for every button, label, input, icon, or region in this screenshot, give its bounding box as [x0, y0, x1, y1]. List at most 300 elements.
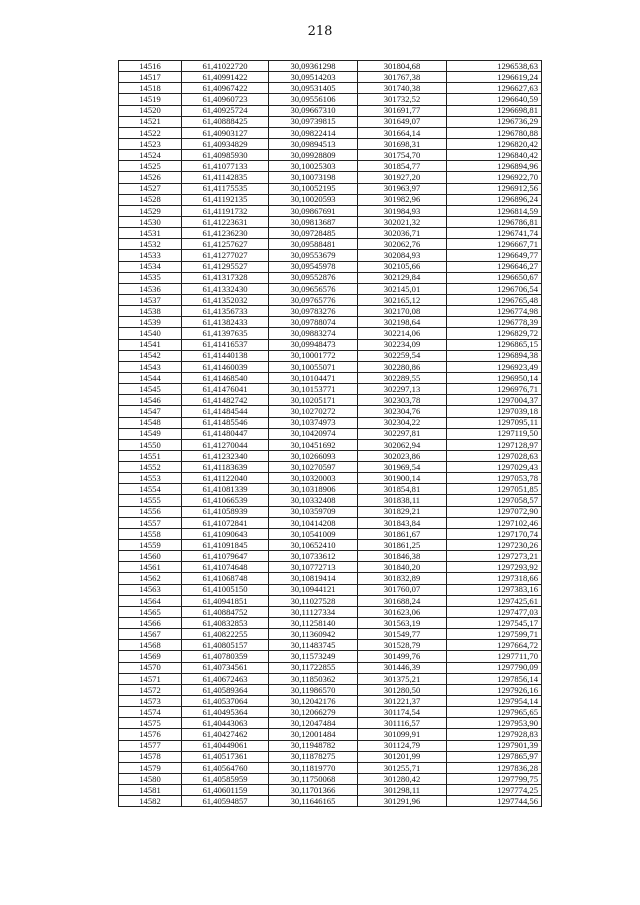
longitude-cell: 30,09667310 — [269, 105, 358, 116]
x-coordinate-cell: 301255,71 — [358, 762, 447, 773]
x-coordinate-cell: 301829,21 — [358, 506, 447, 517]
table-row — [119, 317, 542, 328]
longitude-cell: 30,10025303 — [269, 161, 358, 172]
table-row — [119, 61, 542, 72]
latitude-cell: 61,41091845 — [182, 540, 269, 551]
y-coordinate-cell: 1296619,24 — [447, 72, 542, 83]
latitude-cell: 61,41476041 — [182, 384, 269, 395]
x-coordinate-cell: 301754,70 — [358, 150, 447, 161]
point-number-cell: 14533 — [119, 250, 182, 261]
latitude-cell: 61,41072841 — [182, 517, 269, 528]
longitude-cell: 30,10541009 — [269, 528, 358, 539]
x-coordinate-cell: 301760,07 — [358, 584, 447, 595]
y-coordinate-cell: 1297664,72 — [447, 640, 542, 651]
x-coordinate-cell: 301740,38 — [358, 83, 447, 94]
table-row — [119, 228, 542, 239]
latitude-cell: 61,40537064 — [182, 696, 269, 707]
longitude-cell: 30,11750068 — [269, 774, 358, 785]
table-row — [119, 127, 542, 138]
longitude-cell: 30,10359709 — [269, 506, 358, 517]
latitude-cell: 61,40985930 — [182, 150, 269, 161]
longitude-cell: 30,10652410 — [269, 540, 358, 551]
longitude-cell: 30,09545978 — [269, 261, 358, 272]
latitude-cell: 61,40564760 — [182, 762, 269, 773]
longitude-cell: 30,10104471 — [269, 372, 358, 383]
table-row — [119, 306, 542, 317]
longitude-cell: 30,09739815 — [269, 116, 358, 127]
longitude-cell: 30,12042176 — [269, 696, 358, 707]
y-coordinate-cell: 1297965,65 — [447, 707, 542, 718]
table-row — [119, 417, 542, 428]
table-row — [119, 606, 542, 617]
longitude-cell: 30,09867691 — [269, 205, 358, 216]
y-coordinate-cell: 1297128,97 — [447, 439, 542, 450]
table-row — [119, 406, 542, 417]
latitude-cell: 61,41175535 — [182, 183, 269, 194]
table-row — [119, 384, 542, 395]
point-number-cell: 14556 — [119, 506, 182, 517]
y-coordinate-cell: 1296840,42 — [447, 150, 542, 161]
table-row — [119, 105, 542, 116]
longitude-cell: 30,10772713 — [269, 562, 358, 573]
point-number-cell: 14518 — [119, 83, 182, 94]
y-coordinate-cell: 1297028,63 — [447, 450, 542, 461]
x-coordinate-cell: 301116,57 — [358, 718, 447, 729]
x-coordinate-cell: 301664,14 — [358, 127, 447, 138]
longitude-cell: 30,10414208 — [269, 517, 358, 528]
x-coordinate-cell: 301174,54 — [358, 707, 447, 718]
latitude-cell: 61,41257627 — [182, 239, 269, 250]
longitude-cell: 30,10819414 — [269, 573, 358, 584]
point-number-cell: 14580 — [119, 774, 182, 785]
y-coordinate-cell: 1297095,11 — [447, 417, 542, 428]
longitude-cell: 30,09531405 — [269, 83, 358, 94]
y-coordinate-cell: 1296894,38 — [447, 350, 542, 361]
longitude-cell: 30,09928809 — [269, 150, 358, 161]
table-row — [119, 551, 542, 562]
latitude-cell: 61,41480447 — [182, 428, 269, 439]
longitude-cell: 30,11722855 — [269, 662, 358, 673]
point-number-cell: 14519 — [119, 94, 182, 105]
longitude-cell: 30,10055071 — [269, 361, 358, 372]
longitude-cell: 30,10020593 — [269, 194, 358, 205]
y-coordinate-cell: 1297799,75 — [447, 774, 542, 785]
point-number-cell: 14551 — [119, 450, 182, 461]
y-coordinate-cell: 1296646,27 — [447, 261, 542, 272]
latitude-cell: 61,40443063 — [182, 718, 269, 729]
x-coordinate-cell: 302304,76 — [358, 406, 447, 417]
point-number-cell: 14540 — [119, 328, 182, 339]
point-number-cell: 14539 — [119, 317, 182, 328]
y-coordinate-cell: 1297318,66 — [447, 573, 542, 584]
table-row — [119, 462, 542, 473]
longitude-cell: 30,10270597 — [269, 462, 358, 473]
y-coordinate-cell: 1297954,14 — [447, 696, 542, 707]
x-coordinate-cell: 302023,86 — [358, 450, 447, 461]
longitude-cell: 30,12066279 — [269, 707, 358, 718]
longitude-cell: 30,09948473 — [269, 339, 358, 350]
table-row — [119, 183, 542, 194]
point-number-cell: 14542 — [119, 350, 182, 361]
latitude-cell: 61,41074648 — [182, 562, 269, 573]
y-coordinate-cell: 1296778,39 — [447, 317, 542, 328]
y-coordinate-cell: 1297051,85 — [447, 484, 542, 495]
x-coordinate-cell: 301298,11 — [358, 785, 447, 796]
point-number-cell: 14552 — [119, 462, 182, 473]
y-coordinate-cell: 1297053,78 — [447, 473, 542, 484]
point-number-cell: 14517 — [119, 72, 182, 83]
longitude-cell: 30,10266093 — [269, 450, 358, 461]
y-coordinate-cell: 1297865,97 — [447, 751, 542, 762]
point-number-cell: 14575 — [119, 718, 182, 729]
table-row — [119, 528, 542, 539]
point-number-cell: 14579 — [119, 762, 182, 773]
x-coordinate-cell: 302062,94 — [358, 439, 447, 450]
table-row — [119, 517, 542, 528]
x-coordinate-cell: 301840,20 — [358, 562, 447, 573]
longitude-cell: 30,09514203 — [269, 72, 358, 83]
longitude-cell: 30,09361298 — [269, 61, 358, 72]
y-coordinate-cell: 1297774,25 — [447, 785, 542, 796]
longitude-cell: 30,10073198 — [269, 172, 358, 183]
x-coordinate-cell: 301099,91 — [358, 729, 447, 740]
latitude-cell: 61,41270044 — [182, 439, 269, 450]
x-coordinate-cell: 301375,21 — [358, 673, 447, 684]
table-row — [119, 540, 542, 551]
table-row — [119, 785, 542, 796]
latitude-cell: 61,41066539 — [182, 495, 269, 506]
table-row — [119, 172, 542, 183]
y-coordinate-cell: 1296896,24 — [447, 194, 542, 205]
x-coordinate-cell: 302021,32 — [358, 216, 447, 227]
point-number-cell: 14536 — [119, 283, 182, 294]
longitude-cell: 30,11127334 — [269, 606, 358, 617]
latitude-cell: 61,40585959 — [182, 774, 269, 785]
table-row — [119, 495, 542, 506]
table-row — [119, 395, 542, 406]
x-coordinate-cell: 301861,67 — [358, 528, 447, 539]
latitude-cell: 61,41397635 — [182, 328, 269, 339]
y-coordinate-cell: 1297170,74 — [447, 528, 542, 539]
y-coordinate-cell: 1297039,18 — [447, 406, 542, 417]
y-coordinate-cell: 1297425,61 — [447, 595, 542, 606]
table-row — [119, 506, 542, 517]
latitude-cell: 61,40589364 — [182, 684, 269, 695]
table-row — [119, 673, 542, 684]
point-number-cell: 14543 — [119, 361, 182, 372]
longitude-cell: 30,10318906 — [269, 484, 358, 495]
point-number-cell: 14537 — [119, 294, 182, 305]
point-number-cell: 14525 — [119, 161, 182, 172]
point-number-cell: 14530 — [119, 216, 182, 227]
table-row — [119, 428, 542, 439]
longitude-cell: 30,11027528 — [269, 595, 358, 606]
point-number-cell: 14576 — [119, 729, 182, 740]
x-coordinate-cell: 301280,42 — [358, 774, 447, 785]
longitude-cell: 30,10733612 — [269, 551, 358, 562]
latitude-cell: 61,40884752 — [182, 606, 269, 617]
longitude-cell: 30,10320003 — [269, 473, 358, 484]
table-row — [119, 718, 542, 729]
y-coordinate-cell: 1297058,57 — [447, 495, 542, 506]
x-coordinate-cell: 301688,24 — [358, 595, 447, 606]
x-coordinate-cell: 301221,37 — [358, 696, 447, 707]
point-number-cell: 14567 — [119, 629, 182, 640]
latitude-cell: 61,40991422 — [182, 72, 269, 83]
longitude-cell: 30,10420974 — [269, 428, 358, 439]
longitude-cell: 30,11878275 — [269, 751, 358, 762]
point-number-cell: 14541 — [119, 339, 182, 350]
point-number-cell: 14563 — [119, 584, 182, 595]
y-coordinate-cell: 1296922,70 — [447, 172, 542, 183]
table-row — [119, 740, 542, 751]
x-coordinate-cell: 301280,50 — [358, 684, 447, 695]
y-coordinate-cell: 1296912,56 — [447, 183, 542, 194]
y-coordinate-cell: 1297599,71 — [447, 629, 542, 640]
point-number-cell: 14522 — [119, 127, 182, 138]
longitude-cell: 30,11258140 — [269, 618, 358, 629]
x-coordinate-cell: 301499,76 — [358, 651, 447, 662]
point-number-cell: 14578 — [119, 751, 182, 762]
y-coordinate-cell: 1297901,39 — [447, 740, 542, 751]
table-row — [119, 83, 542, 94]
x-coordinate-cell: 301623,06 — [358, 606, 447, 617]
latitude-cell: 61,41077133 — [182, 161, 269, 172]
longitude-cell: 30,09765776 — [269, 294, 358, 305]
y-coordinate-cell: 1297953,90 — [447, 718, 542, 729]
point-number-cell: 14570 — [119, 662, 182, 673]
y-coordinate-cell: 1297072,90 — [447, 506, 542, 517]
x-coordinate-cell: 301446,39 — [358, 662, 447, 673]
y-coordinate-cell: 1297477,03 — [447, 606, 542, 617]
point-number-cell: 14526 — [119, 172, 182, 183]
table-row — [119, 629, 542, 640]
table-row — [119, 796, 542, 807]
table-row — [119, 72, 542, 83]
longitude-cell: 30,11360942 — [269, 629, 358, 640]
longitude-cell: 30,09556106 — [269, 94, 358, 105]
latitude-cell: 61,41460039 — [182, 361, 269, 372]
point-number-cell: 14532 — [119, 239, 182, 250]
point-number-cell: 14571 — [119, 673, 182, 684]
longitude-cell: 30,09553679 — [269, 250, 358, 261]
y-coordinate-cell: 1296698,81 — [447, 105, 542, 116]
longitude-cell: 30,09788074 — [269, 317, 358, 328]
table-row — [119, 283, 542, 294]
y-coordinate-cell: 1296736,29 — [447, 116, 542, 127]
x-coordinate-cell: 301124,79 — [358, 740, 447, 751]
y-coordinate-cell: 1297029,43 — [447, 462, 542, 473]
x-coordinate-cell: 301846,38 — [358, 551, 447, 562]
table-row — [119, 595, 542, 606]
table-row — [119, 751, 542, 762]
y-coordinate-cell: 1296640,59 — [447, 94, 542, 105]
x-coordinate-cell: 302129,84 — [358, 272, 447, 283]
x-coordinate-cell: 301969,54 — [358, 462, 447, 473]
table-row — [119, 361, 542, 372]
point-number-cell: 14559 — [119, 540, 182, 551]
x-coordinate-cell: 301832,89 — [358, 573, 447, 584]
longitude-cell: 30,12001484 — [269, 729, 358, 740]
y-coordinate-cell: 1296820,42 — [447, 138, 542, 149]
latitude-cell: 61,41332430 — [182, 283, 269, 294]
y-coordinate-cell: 1297004,37 — [447, 395, 542, 406]
y-coordinate-cell: 1296774,98 — [447, 306, 542, 317]
table-row — [119, 216, 542, 227]
longitude-cell: 30,11646165 — [269, 796, 358, 807]
x-coordinate-cell: 302036,71 — [358, 228, 447, 239]
point-number-cell: 14560 — [119, 551, 182, 562]
table-row — [119, 584, 542, 595]
table-row — [119, 450, 542, 461]
longitude-cell: 30,11819770 — [269, 762, 358, 773]
x-coordinate-cell: 302259,54 — [358, 350, 447, 361]
table-row — [119, 729, 542, 740]
x-coordinate-cell: 301691,77 — [358, 105, 447, 116]
latitude-cell: 61,41468540 — [182, 372, 269, 383]
table-row — [119, 205, 542, 216]
table-row — [119, 562, 542, 573]
latitude-cell: 61,40934829 — [182, 138, 269, 149]
table-row — [119, 473, 542, 484]
y-coordinate-cell: 1296923,49 — [447, 361, 542, 372]
y-coordinate-cell: 1296765,48 — [447, 294, 542, 305]
longitude-cell: 30,10052195 — [269, 183, 358, 194]
y-coordinate-cell: 1297230,26 — [447, 540, 542, 551]
point-number-cell: 14523 — [119, 138, 182, 149]
latitude-cell: 61,41122040 — [182, 473, 269, 484]
longitude-cell: 30,11850362 — [269, 673, 358, 684]
point-number-cell: 14572 — [119, 684, 182, 695]
table-row — [119, 762, 542, 773]
latitude-cell: 61,41352032 — [182, 294, 269, 305]
point-number-cell: 14535 — [119, 272, 182, 283]
latitude-cell: 61,41005150 — [182, 584, 269, 595]
y-coordinate-cell: 1297102,46 — [447, 517, 542, 528]
latitude-cell: 61,41183639 — [182, 462, 269, 473]
point-number-cell: 14577 — [119, 740, 182, 751]
latitude-cell: 61,40925724 — [182, 105, 269, 116]
latitude-cell: 61,40780359 — [182, 651, 269, 662]
latitude-cell: 61,41356733 — [182, 306, 269, 317]
longitude-cell: 30,10001772 — [269, 350, 358, 361]
point-number-cell: 14528 — [119, 194, 182, 205]
latitude-cell: 61,40888425 — [182, 116, 269, 127]
x-coordinate-cell: 301698,31 — [358, 138, 447, 149]
table-row — [119, 484, 542, 495]
y-coordinate-cell: 1296865,15 — [447, 339, 542, 350]
point-number-cell: 14564 — [119, 595, 182, 606]
x-coordinate-cell: 302304,22 — [358, 417, 447, 428]
x-coordinate-cell: 302214,06 — [358, 328, 447, 339]
table-row — [119, 372, 542, 383]
latitude-cell: 61,40517361 — [182, 751, 269, 762]
latitude-cell: 61,40427462 — [182, 729, 269, 740]
longitude-cell: 30,09728485 — [269, 228, 358, 239]
point-number-cell: 14582 — [119, 796, 182, 807]
latitude-cell: 61,40495364 — [182, 707, 269, 718]
longitude-cell: 30,10205171 — [269, 395, 358, 406]
point-number-cell: 14529 — [119, 205, 182, 216]
coordinates-table-body — [119, 61, 542, 807]
x-coordinate-cell: 302297,81 — [358, 428, 447, 439]
table-row — [119, 150, 542, 161]
latitude-cell: 61,41484544 — [182, 406, 269, 417]
x-coordinate-cell: 301838,11 — [358, 495, 447, 506]
x-coordinate-cell: 301854,81 — [358, 484, 447, 495]
table-row — [119, 261, 542, 272]
x-coordinate-cell: 301982,96 — [358, 194, 447, 205]
point-number-cell: 14549 — [119, 428, 182, 439]
y-coordinate-cell: 1296829,72 — [447, 328, 542, 339]
table-row — [119, 651, 542, 662]
x-coordinate-cell: 301900,14 — [358, 473, 447, 484]
x-coordinate-cell: 301861,25 — [358, 540, 447, 551]
table-row — [119, 239, 542, 250]
latitude-cell: 61,41058939 — [182, 506, 269, 517]
latitude-cell: 61,40903127 — [182, 127, 269, 138]
point-number-cell: 14573 — [119, 696, 182, 707]
longitude-cell: 30,09813687 — [269, 216, 358, 227]
latitude-cell: 61,41192135 — [182, 194, 269, 205]
latitude-cell: 61,41317328 — [182, 272, 269, 283]
longitude-cell: 30,09883274 — [269, 328, 358, 339]
y-coordinate-cell: 1296538,63 — [447, 61, 542, 72]
longitude-cell: 30,11483745 — [269, 640, 358, 651]
longitude-cell: 30,10451692 — [269, 439, 358, 450]
longitude-cell: 30,10332408 — [269, 495, 358, 506]
longitude-cell: 30,10374973 — [269, 417, 358, 428]
longitude-cell: 30,09783276 — [269, 306, 358, 317]
point-number-cell: 14520 — [119, 105, 182, 116]
point-number-cell: 14548 — [119, 417, 182, 428]
x-coordinate-cell: 301804,68 — [358, 61, 447, 72]
x-coordinate-cell: 301854,77 — [358, 161, 447, 172]
x-coordinate-cell: 301963,97 — [358, 183, 447, 194]
y-coordinate-cell: 1297928,83 — [447, 729, 542, 740]
latitude-cell: 61,40941851 — [182, 595, 269, 606]
x-coordinate-cell: 302062,76 — [358, 239, 447, 250]
latitude-cell: 61,41142835 — [182, 172, 269, 183]
longitude-cell: 30,09822414 — [269, 127, 358, 138]
coordinates-table-container — [118, 60, 542, 807]
x-coordinate-cell: 302145,01 — [358, 283, 447, 294]
table-row — [119, 328, 542, 339]
point-number-cell: 14538 — [119, 306, 182, 317]
x-coordinate-cell: 302084,93 — [358, 250, 447, 261]
point-number-cell: 14544 — [119, 372, 182, 383]
longitude-cell: 30,09894513 — [269, 138, 358, 149]
latitude-cell: 61,40960723 — [182, 94, 269, 105]
y-coordinate-cell: 1297856,14 — [447, 673, 542, 684]
latitude-cell: 61,40594857 — [182, 796, 269, 807]
y-coordinate-cell: 1297119,50 — [447, 428, 542, 439]
point-number-cell: 14555 — [119, 495, 182, 506]
latitude-cell: 61,41295527 — [182, 261, 269, 272]
latitude-cell: 61,41236230 — [182, 228, 269, 239]
point-number-cell: 14561 — [119, 562, 182, 573]
y-coordinate-cell: 1297711,70 — [447, 651, 542, 662]
y-coordinate-cell: 1296627,63 — [447, 83, 542, 94]
latitude-cell: 61,41090643 — [182, 528, 269, 539]
latitude-cell: 61,41482742 — [182, 395, 269, 406]
point-number-cell: 14557 — [119, 517, 182, 528]
y-coordinate-cell: 1297744,56 — [447, 796, 542, 807]
page-number: 218 — [307, 24, 333, 39]
x-coordinate-cell: 302303,78 — [358, 395, 447, 406]
y-coordinate-cell: 1296650,67 — [447, 272, 542, 283]
latitude-cell: 61,41079647 — [182, 551, 269, 562]
